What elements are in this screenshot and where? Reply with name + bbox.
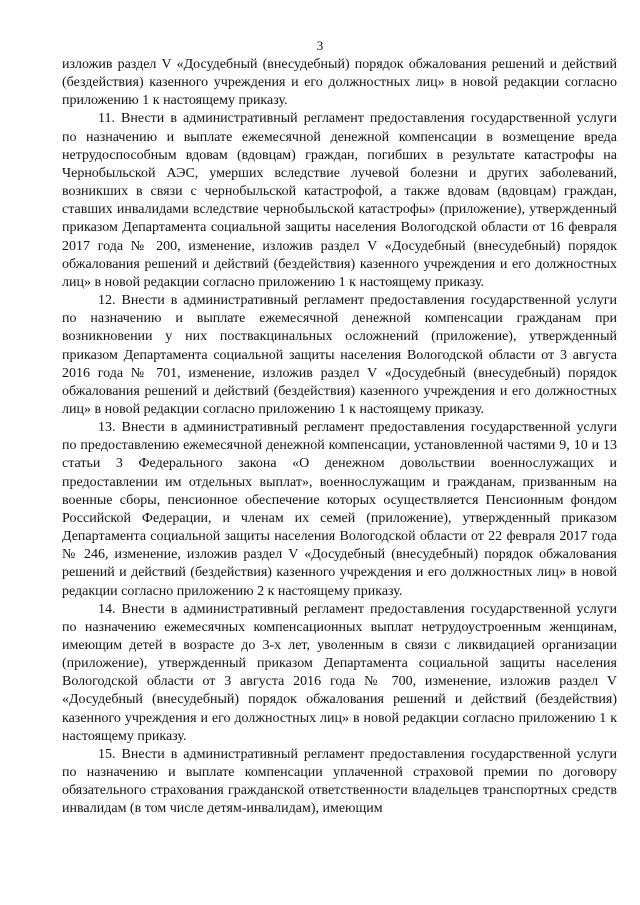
paragraph-item-15: 15. Внести в административный регламент предоставления государственной услуги по назначению и выплате компенсации уплаченной страховой премии по договору обязательного страхования гражданской ответственности владельцев транспортных средств инвалидам (в том числе детям-инвалидам), имеющим	[62, 746, 617, 817]
page-number: 3	[316, 38, 324, 53]
paragraph-item-11: 11. Внести в административный регламент предоставления государственной услуги по назначению и выплате ежемесячной денежной компенсации в возмещение вреда нетрудоспособным вдовам (вдовцам) граждан, погибших в результате катастрофы на Чернобыльской АЭС, умерших вследствие лучевой болезни и других заболеваний, возникших в связи с чернобыльской катастрофой, а также вдовам (вдовцам) граждан, ставших инвалидами вследствие чернобыльской катастрофы» (приложение), утвержденный приказом Департамента социальной защиты населения Вологодской области от 16 февраля 2017 года № 200, изменение, изложив раздел V «Досудебный (внесудебный) порядок обжалования решений и действий (бездействия) казенного учреждения и его должностных лиц» в новой редакции согласно приложению 1 к настоящему приказу.	[62, 111, 617, 290]
paragraph-item-12: 12. Внести в административный регламент предоставления государственной услуги по назначению и выплате ежемесячной денежной компенсации гражданам при возникновении у них поствакцинальных осложнений (приложение), утвержденный приказом Департамента социальной защиты населения Вологодской области от 3 августа 2016 года № 701, изменение, изложив раздел V «Досудебный (внесудебный) порядок обжалования решений и действий (бездействия) казенного учреждения и его должностных лиц» в новой редакции согласно приложению 1 к настоящему приказу.	[62, 293, 617, 417]
paragraph-item-14: 14. Внести в административный регламент предоставления государственной услуги по назначению ежемесячных компенсационных выплат нетрудоустроенным женщинам, имеющим детей в возрасте до 3-х лет, уволенным в связи с ликвидацией организации (приложение), утвержденный приказом Департамента социальной защиты населения Вологодской области от 3 августа 2016 года № 700, изменение, изложив раздел V «Досудебный (внесудебный) порядок обжалования решений и действий (бездействия) казенного учреждения и его должностных лиц» в новой редакции согласно приложению 1 к настоящему приказу.	[62, 601, 617, 744]
document-body	[62, 56, 617, 819]
paragraph-continuation: изложив раздел V «Досудебный (внесудебный) порядок обжалования решений и действий (бездействия) казенного учреждения и его должностных лиц» в новой редакции согласно приложению 1 к настоящему приказу.	[62, 57, 617, 109]
paragraph-item-13: 13. Внести в административный регламент предоставления государственной услуги по предоставлению ежемесячной денежной компенсации, установленной частями 9, 10 и 13 статьи 3 Федерального закона «О денежном довольствии военнослужащих и предоставлении им отдельных выплат», военнослужащим и гражданам, призванным на военные сборы, пенсионное обеспечение которых осуществляется Пенсионным фондом Российской Федерации, и членам их семей (приложение), утвержденный приказом Департамента социальной защиты населения Вологодской области от 22 февраля 2017 года № 246, изменение, изложив раздел V «Досудебный (внесудебный) порядок обжалования решений и действий (бездействия) казенного учреждения и его должностных лиц» в новой редакции согласно приложению 2 к настоящему приказу.	[62, 420, 617, 599]
